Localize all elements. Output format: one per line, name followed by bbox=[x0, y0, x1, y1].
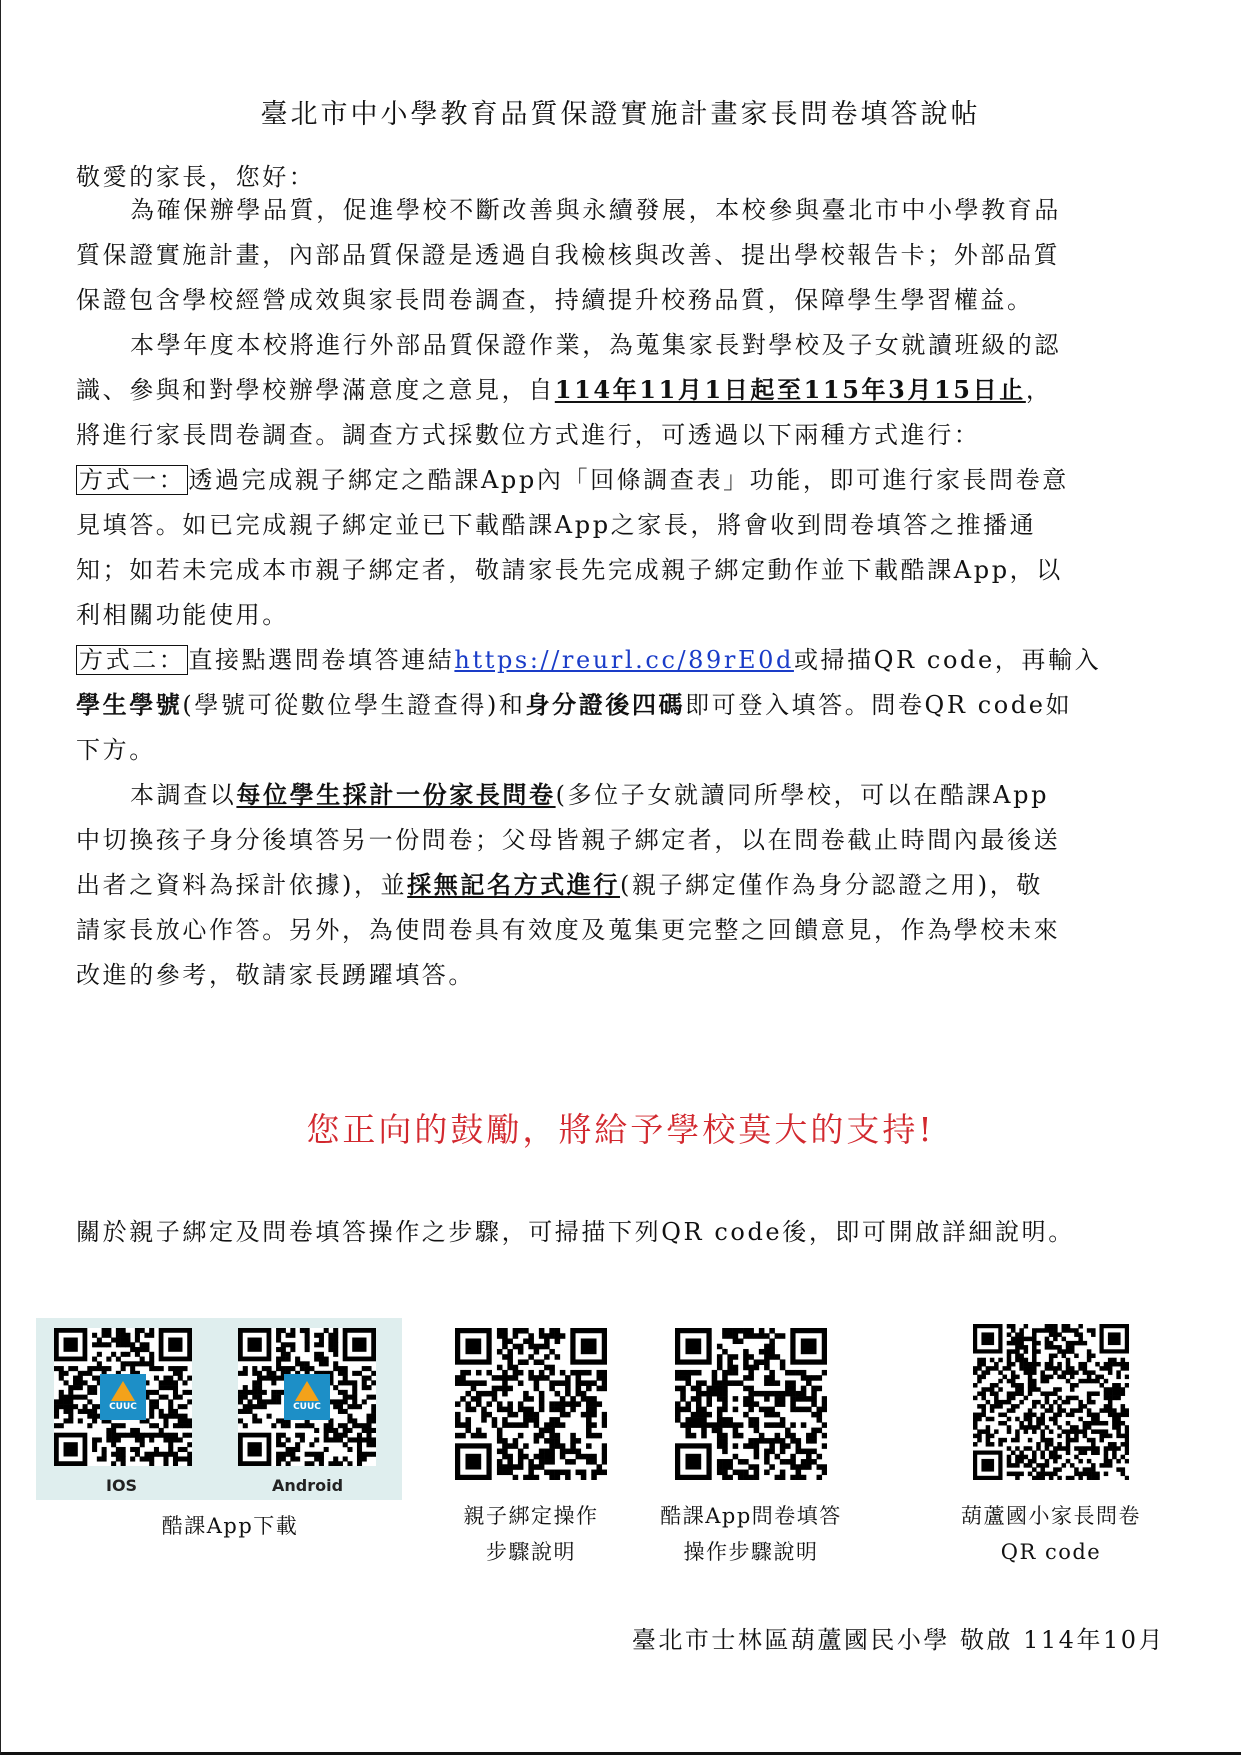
para1-line3: 保證包含學校經營成效與家長問卷調查，持續提升校務品質，保障學生學習權益。 bbox=[76, 286, 1034, 314]
method1-line3: 知；如若未完成本市親子綁定者，敬請家長先完成親子綁定動作並下載酷課App，以 bbox=[76, 556, 1063, 584]
method1-label: 方式一： bbox=[76, 465, 188, 495]
survey-period: 114年11月1日起至115年3月15日止 bbox=[554, 375, 1026, 404]
para2-line2-prefix: 識、參與和對學校辦學滿意度之意見，自 bbox=[76, 376, 555, 404]
steps-intro: 關於親子綁定及問卷填答操作之步驟，可掃描下列QR code後，即可開啟詳細說明。 bbox=[76, 1218, 1075, 1246]
qr-pattern bbox=[455, 1328, 607, 1480]
method2-line1 bbox=[76, 643, 1166, 677]
survey-steps-qr-code[interactable] bbox=[675, 1328, 827, 1480]
app-logo-icon: CUUC bbox=[100, 1374, 146, 1420]
para1-line2: 質保證實施計畫，內部品質保證是透過自我檢核與改善、提出學校報告卡；外部品質 bbox=[76, 241, 1061, 269]
ios-label: IOS bbox=[106, 1476, 138, 1495]
para3-line5: 改進的參考，敬請家長踴躍填答。 bbox=[76, 961, 475, 989]
para3-line1 bbox=[130, 778, 1166, 812]
method2-line2-mid: (學號可從數位學生證查得)和 bbox=[182, 691, 526, 719]
para3-line3 bbox=[76, 868, 1166, 902]
para2-line2 bbox=[76, 373, 1166, 407]
para3-line3-prefix: 出者之資料為採計依據)，並 bbox=[76, 871, 408, 899]
method1-text1: 透過完成親子綁定之酷課App內「回條調查表」功能，即可進行家長問卷意 bbox=[188, 466, 1069, 494]
android-qr-code[interactable] bbox=[238, 1328, 376, 1466]
method2-prefix: 直接點選問卷填答連結 bbox=[188, 646, 455, 674]
para3-line3-suffix: (親子綁定僅作為身分認證之用)，敬 bbox=[619, 871, 1043, 899]
encouragement-slogan: 您正向的鼓勵，將給予學校莫大的支持! bbox=[306, 1110, 935, 1149]
survey-link[interactable]: https://reurl.cc/89rE0d bbox=[454, 646, 794, 674]
para1-line1: 為確保辦學品質，促進學校不斷改善與永續發展，本校參與臺北市中小學教育品 bbox=[130, 196, 1061, 224]
method2-suffix: 或掃描QR code，再輸入 bbox=[793, 646, 1102, 674]
qr-pattern bbox=[973, 1324, 1129, 1480]
anonymous-emphasis: 採無記名方式進行 bbox=[407, 870, 620, 899]
app-logo-icon: CUUC bbox=[284, 1374, 330, 1420]
method2-line3: 下方。 bbox=[76, 736, 156, 764]
method1-line4: 利相關功能使用。 bbox=[76, 601, 289, 629]
id-last4-emphasis: 身分證後四碼 bbox=[525, 690, 686, 719]
app-download-caption: 酷課App下載 bbox=[161, 1514, 299, 1538]
method2-line2 bbox=[76, 688, 1166, 722]
school-survey-qr-code[interactable] bbox=[973, 1324, 1129, 1480]
binding-caption-line1: 親子綁定操作 bbox=[463, 1504, 599, 1528]
binding-steps-qr-code[interactable] bbox=[455, 1328, 607, 1480]
method2-label: 方式二： bbox=[76, 645, 188, 675]
survey-caption-line1: 酷課App問卷填答 bbox=[660, 1504, 842, 1528]
one-survey-per-student: 每位學生採計一份家長問卷 bbox=[236, 780, 556, 809]
para3-line1-suffix: (多位子女就讀同所學校，可以在酷課App bbox=[555, 781, 1050, 809]
school-survey-caption bbox=[941, 1498, 1161, 1570]
binding-steps-caption bbox=[431, 1498, 631, 1570]
android-label: Android bbox=[272, 1476, 344, 1495]
survey-steps-caption bbox=[641, 1498, 861, 1570]
document-title: 臺北市中小學教育品質保證實施計畫家長問卷填答說帖 bbox=[260, 99, 981, 130]
method2-line2-suffix: 即可登入填答。問卷QR code如 bbox=[685, 691, 1073, 719]
survey-caption-line2: 操作步驟說明 bbox=[683, 1540, 819, 1564]
para2-line1: 本學年度本校將進行外部品質保證作業，為蒐集家長對學校及子女就讀班級的認 bbox=[130, 331, 1061, 359]
signature-footer: 臺北市士林區葫蘆國民小學 敬啟 114年10月 bbox=[631, 1626, 1165, 1654]
school-caption-line1: 葫蘆國小家長問卷 bbox=[961, 1504, 1141, 1528]
para2-line2-suffix: ， bbox=[1025, 376, 1053, 404]
para3-line2: 中切換孩子身分後填答另一份問卷；父母皆親子綁定者，以在問卷截止時間內最後送 bbox=[76, 826, 1061, 854]
method1-line1 bbox=[76, 463, 1166, 497]
ios-qr-code[interactable] bbox=[54, 1328, 192, 1466]
para3-line4: 請家長放心作答。另外，為使問卷具有效度及蒐集更完整之回饋意見，作為學校未來 bbox=[76, 916, 1061, 944]
greeting: 敬愛的家長，您好： bbox=[76, 163, 316, 191]
binding-caption-line2: 步驟說明 bbox=[486, 1540, 576, 1564]
para2-line3: 將進行家長問卷調查。調查方式採數位方式進行，可透過以下兩種方式進行： bbox=[76, 421, 981, 449]
school-caption-line2: QR code bbox=[1000, 1540, 1102, 1564]
method1-line2: 見填答。如已完成親子綁定並已下載酷課App之家長，將會收到問卷填答之推播通 bbox=[76, 511, 1037, 539]
para3-line1-prefix: 本調查以 bbox=[130, 781, 237, 809]
qr-pattern bbox=[675, 1328, 827, 1480]
student-id-emphasis: 學生學號 bbox=[76, 690, 183, 719]
